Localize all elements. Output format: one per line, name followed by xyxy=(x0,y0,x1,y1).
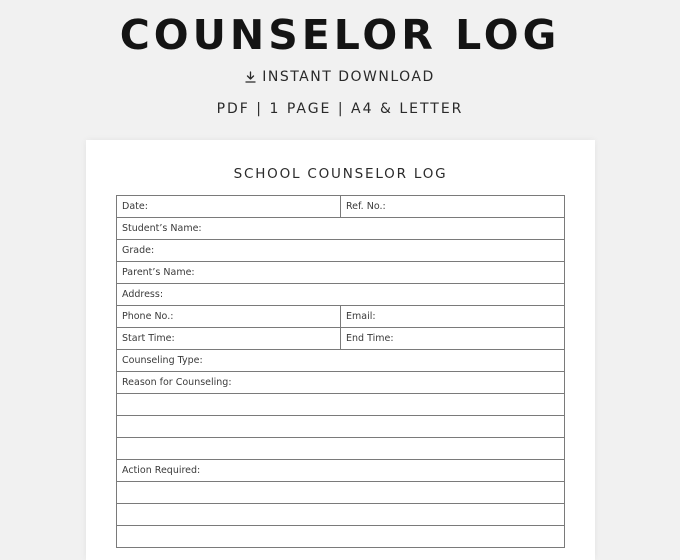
blank-row xyxy=(117,416,565,438)
form-row xyxy=(117,196,565,218)
field-reason: Reason for Counseling: xyxy=(117,372,565,394)
log-sheet-preview xyxy=(86,140,595,560)
form-row xyxy=(117,218,565,240)
blank-row xyxy=(117,394,565,416)
field-phone-no: Phone No.: xyxy=(117,306,341,328)
blank-line xyxy=(117,416,565,438)
blank-row xyxy=(117,526,565,548)
form-row xyxy=(117,460,565,482)
form-row xyxy=(117,262,565,284)
field-address: Address: xyxy=(117,284,565,306)
sheet-title: SCHOOL COUNSELOR LOG xyxy=(233,166,448,182)
form-row xyxy=(117,328,565,350)
field-student-name: Student’s Name: xyxy=(117,218,565,240)
field-email: Email: xyxy=(341,306,565,328)
field-end-time: End Time: xyxy=(341,328,565,350)
blank-line xyxy=(117,526,565,548)
log-form-table xyxy=(116,195,565,548)
blank-line xyxy=(117,482,565,504)
form-row xyxy=(117,306,565,328)
field-grade: Grade: xyxy=(117,240,565,262)
field-start-time: Start Time: xyxy=(117,328,341,350)
field-ref-no: Ref. No.: xyxy=(341,196,565,218)
form-row xyxy=(117,284,565,306)
field-action-required: Action Required: xyxy=(117,460,565,482)
blank-row xyxy=(117,482,565,504)
download-text: INSTANT DOWNLOAD xyxy=(262,69,435,85)
format-info: PDF | 1 PAGE | A4 & LETTER xyxy=(216,101,464,117)
field-date: Date: xyxy=(117,196,341,218)
form-row xyxy=(117,350,565,372)
instant-download-label xyxy=(0,67,680,89)
blank-row xyxy=(117,504,565,526)
product-title: COUNSELOR LOG xyxy=(119,11,561,59)
blank-line xyxy=(117,394,565,416)
field-parent-name: Parent’s Name: xyxy=(117,262,565,284)
form-row xyxy=(117,240,565,262)
download-icon xyxy=(245,69,256,89)
blank-row xyxy=(117,438,565,460)
field-counseling-type: Counseling Type: xyxy=(117,350,565,372)
blank-line xyxy=(117,438,565,460)
blank-line xyxy=(117,504,565,526)
form-row xyxy=(117,372,565,394)
